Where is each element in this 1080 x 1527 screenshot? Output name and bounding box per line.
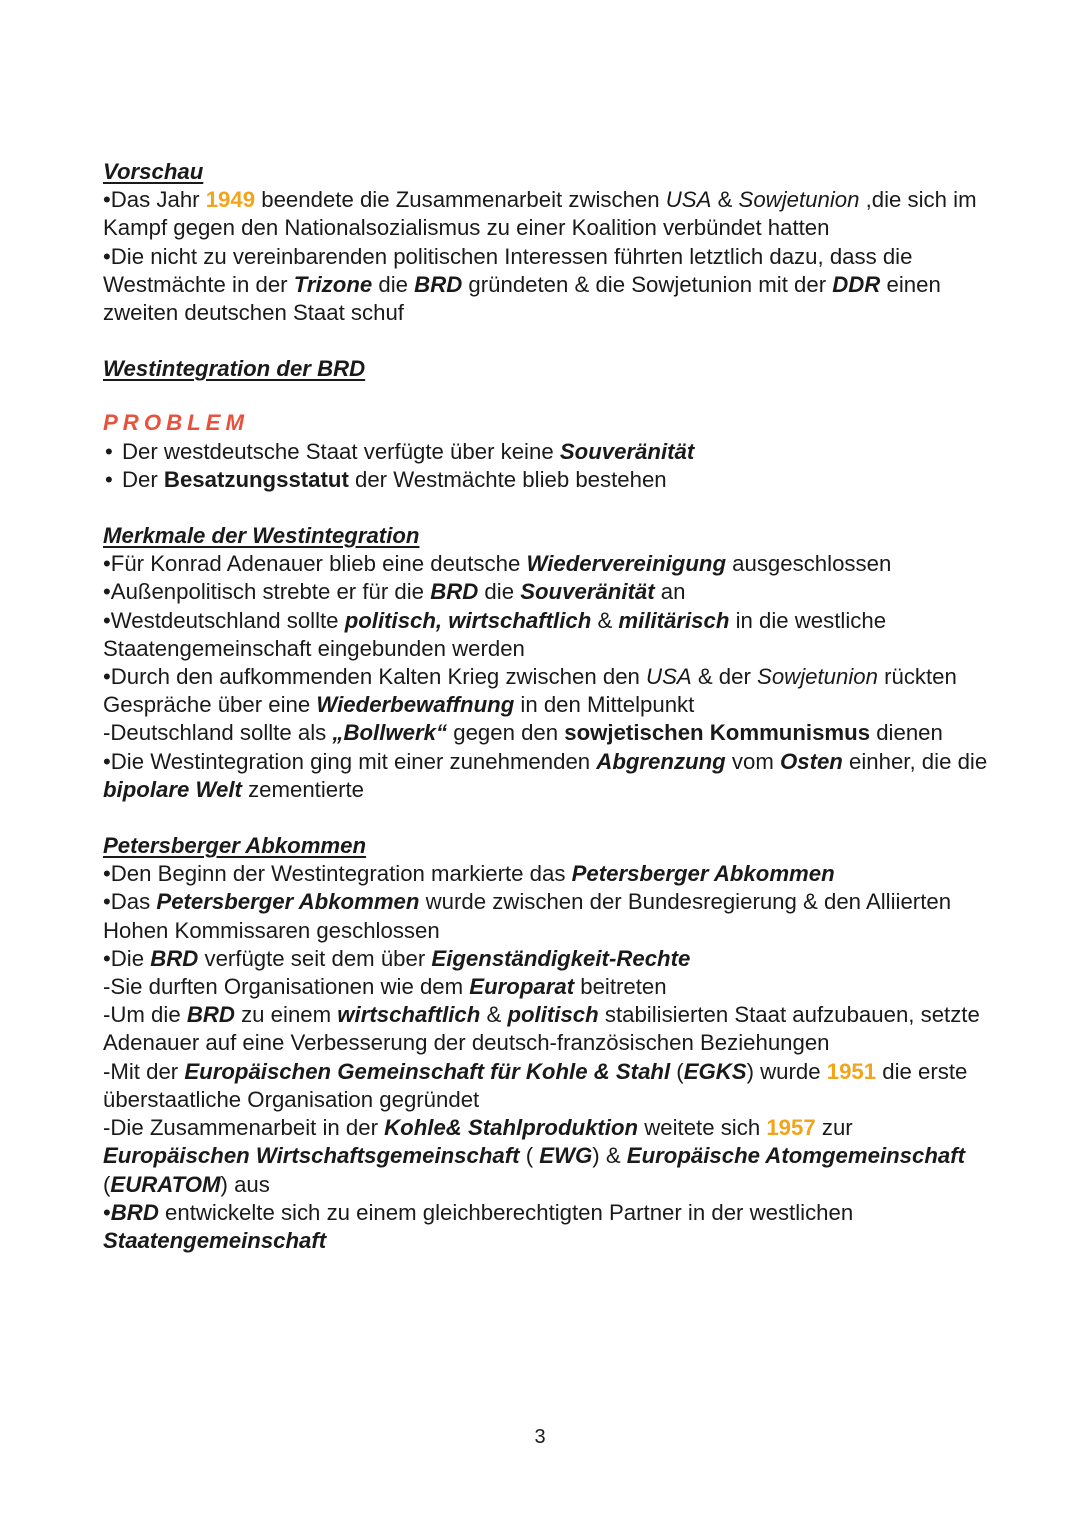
- petersberg-line-2: •Das Petersberger Abkommen wurde zwischen der Bundesregierung & den Alliierten Hohen Kommissaren geschlossen: [103, 889, 952, 943]
- problem-label: PROBLEM: [103, 410, 249, 436]
- merkmale-line-3: •Westdeutschland sollte politisch, wirtschaftlich & militärisch in die westliche Staatengemeinschaft eingebunden werden: [103, 607, 887, 661]
- merkmale-line-2: •Außenpolitisch strebte er für die BRD die Souveränität an: [103, 579, 686, 605]
- petersberg-line-4: -Sie durften Organisationen wie dem Europarat beitreten: [103, 974, 667, 1000]
- petersberg-line-8: •BRD entwickelte sich zu einem gleichberechtigten Partner in der westlichen Staatengemeinschaft: [103, 1199, 854, 1253]
- merkmale-line-1: •Für Konrad Adenauer blieb eine deutsche Wiedervereinigung ausgeschlossen: [103, 551, 892, 577]
- year-highlight: 1951: [826, 1058, 877, 1084]
- list-item: • Der westdeutsche Staat verfügte über keine Souveränität: [103, 438, 993, 466]
- list-item: • Der Besatzungsstatut der Westmächte blieb bestehen: [103, 466, 993, 494]
- problem-list: [103, 438, 993, 494]
- petersberg-line-3: •Die BRD verfügte seit dem über Eigenständigkeit-Rechte: [103, 945, 691, 971]
- page-number: 3: [534, 1426, 546, 1448]
- section-title-petersberg: Petersberger Abkommen: [103, 833, 367, 859]
- section-title-westintegration: Westintegration der BRD: [103, 356, 366, 382]
- merkmale-line-6: •Die Westintegration ging mit einer zunehmenden Abgrenzung vom Osten einher, die die bipolare Welt zementierte: [103, 748, 988, 802]
- section-title-merkmale: Merkmale der Westintegration: [103, 523, 420, 549]
- vorschau-paragraph-1: •Das Jahr 1949 beendete die Zusammenarbeit zwischen USA & Sowjetunion ,die sich im Kampf gegen den Nationalsozialismus zu einer Koalition verbündet hatten: [103, 187, 977, 241]
- year-highlight: 1949: [205, 187, 256, 213]
- merkmale-line-5: -Deutschland sollte als „Bollwerk“ gegen den sowjetischen Kommunismus dienen: [103, 720, 943, 746]
- petersberg-line-6: -Mit der Europäischen Gemeinschaft für Kohle & Stahl (EGKS) wurde 1951 die erste überstaatliche Organisation gegründet: [103, 1058, 968, 1112]
- merkmale-line-4: •Durch den aufkommenden Kalten Krieg zwischen den USA & der Sowjetunion rückten Gespräche über eine Wiederbewaffnung in den Mittelpunkt: [103, 664, 957, 718]
- petersberg-line-7: -Die Zusammenarbeit in der Kohle& Stahlproduktion weitete sich 1957 zur Europäischen Wirtschaftsgemeinschaft ( EWG) & Europäische Atomgemeinschaft (EURATOM) aus: [103, 1115, 966, 1197]
- petersberg-line-1: •Den Beginn der Westintegration markierte das Petersberger Abkommen: [103, 861, 835, 887]
- document-page: [103, 158, 993, 1255]
- year-highlight: 1957: [766, 1115, 816, 1141]
- section-title-vorschau: Vorschau: [103, 159, 204, 184]
- petersberg-line-5: -Um die BRD zu einem wirtschaftlich & politisch stabilisierten Staat aufzubauen, setzte Adenauer auf eine Verbesserung der deutsch-französischen Beziehungen: [103, 1002, 980, 1056]
- vorschau-paragraph-2: •Die nicht zu vereinbarenden politischen Interessen führten letztlich dazu, dass die Westmächte in der Trizone die BRD gründeten & die Sowjetunion mit der DDR einen zweiten deutschen Staat schuf: [103, 243, 941, 326]
